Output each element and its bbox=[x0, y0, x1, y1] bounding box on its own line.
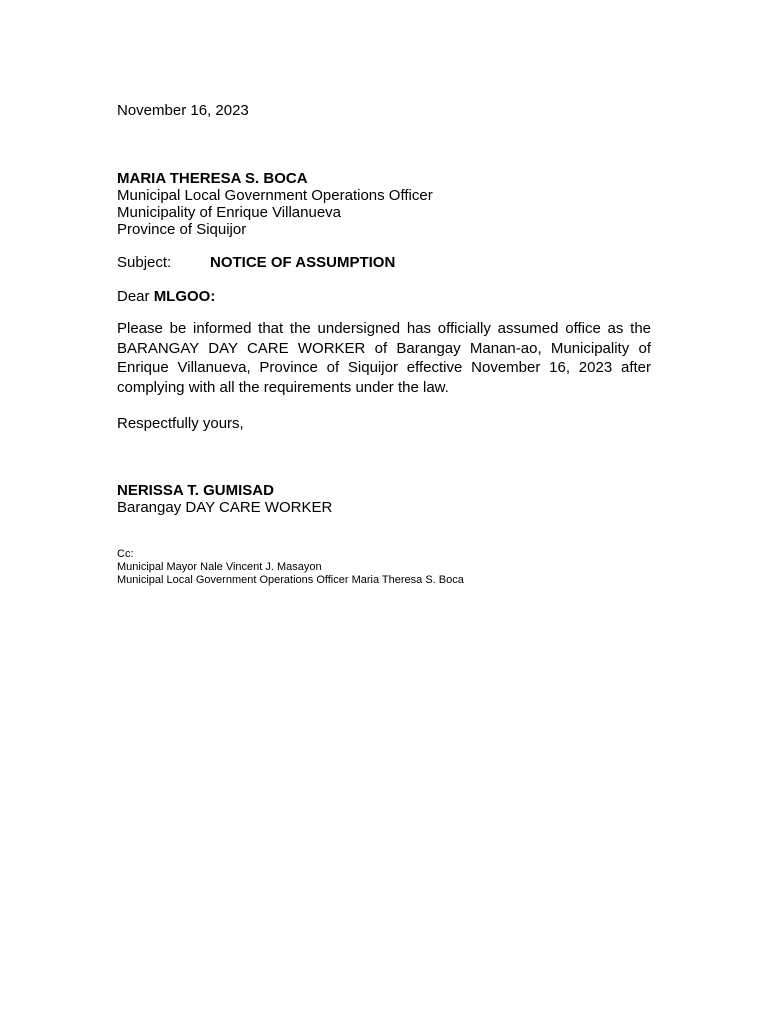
salutation bbox=[117, 288, 215, 305]
closing: Respectfully yours, bbox=[117, 415, 244, 432]
signatory-name: NERISSA T. GUMISAD bbox=[117, 482, 274, 499]
subject-value: NOTICE OF ASSUMPTION bbox=[210, 254, 396, 271]
salutation-prefix: Dear bbox=[117, 288, 154, 305]
signatory-title: Barangay DAY CARE WORKER bbox=[117, 499, 333, 516]
recipient-province: Province of Siquijor bbox=[117, 221, 247, 238]
recipient-municipality: Municipality of Enrique Villanueva bbox=[117, 204, 342, 221]
body-paragraph: Please be informed that the undersigned has officially assumed office as the BARANGAY DAY CARE WORKER of Barangay Manan-ao, Municipality of Enrique Villanueva, Province of Siquijor effective November 16, 2023 after complying with all the requirements under the law. bbox=[117, 320, 651, 397]
letter-date: November 16, 2023 bbox=[117, 102, 249, 119]
cc-label: Cc: bbox=[117, 548, 134, 560]
recipient-name: MARIA THERESA S. BOCA bbox=[117, 170, 308, 187]
cc-recipient: Municipal Mayor Nale Vincent J. Masayon bbox=[117, 561, 322, 573]
cc-recipient: Municipal Local Government Operations Officer Maria Theresa S. Boca bbox=[117, 574, 464, 586]
recipient-title: Municipal Local Government Operations Officer bbox=[117, 187, 433, 204]
subject-label: Subject: bbox=[117, 254, 172, 271]
salutation-name: MLGOO: bbox=[153, 288, 216, 305]
